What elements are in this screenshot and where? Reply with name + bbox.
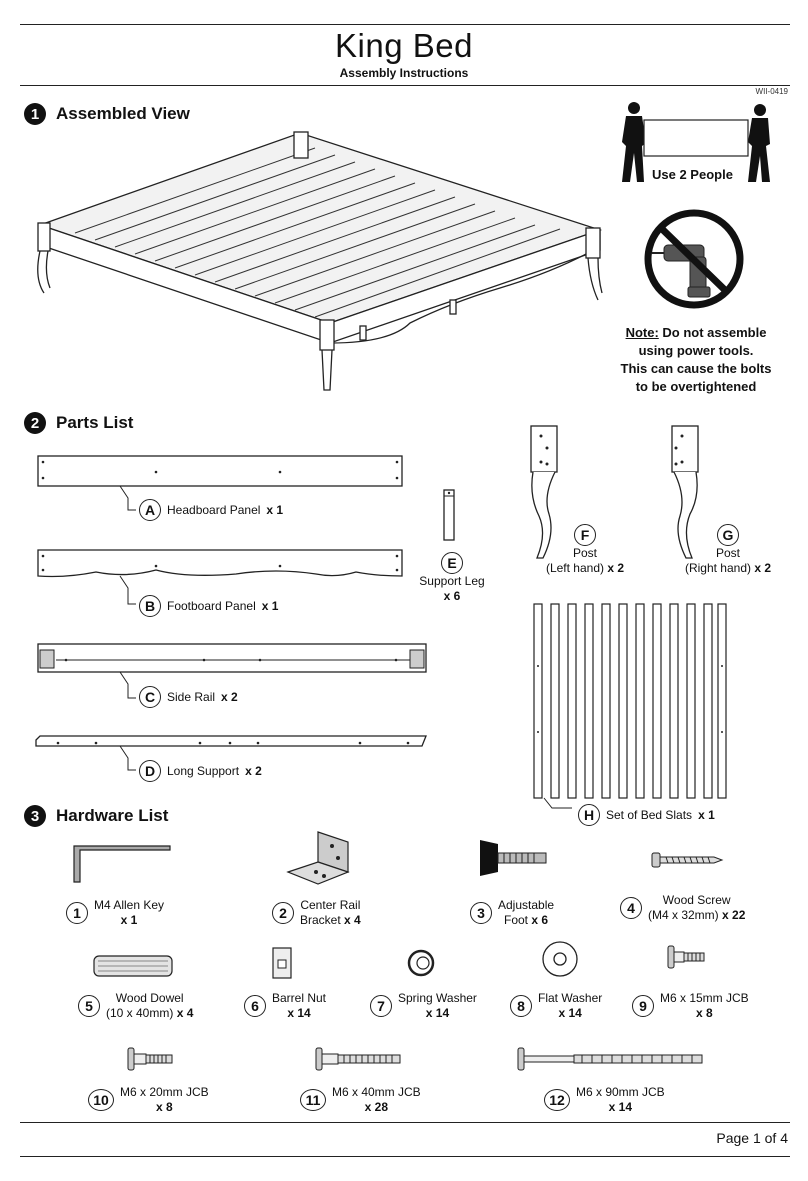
bolt-m6x20-icon xyxy=(126,1046,178,1072)
barrel-nut-icon xyxy=(270,946,294,980)
header-rule xyxy=(20,85,790,86)
footer-rule-top xyxy=(20,1122,790,1123)
wood-dowel-icon xyxy=(92,953,176,979)
no-power-tools-icon xyxy=(638,207,750,311)
part-h-letter: H xyxy=(578,804,600,826)
part-d-qty: x 2 xyxy=(245,764,262,778)
hardware-4-number: 4 xyxy=(620,897,642,919)
part-g-label xyxy=(672,524,784,576)
part-h-name: Set of Bed Slats xyxy=(606,808,693,822)
spring-washer-icon xyxy=(406,948,436,978)
document-id: WII-0419 xyxy=(755,87,788,96)
page-subtitle: Assembly Instructions xyxy=(339,66,469,80)
hardware-7-qty: x 14 xyxy=(425,1006,450,1020)
hardware-2-name2: Bracket xyxy=(300,913,341,927)
note-label: Note: xyxy=(625,325,659,340)
page-number: Page 1 of 4 xyxy=(716,1130,788,1146)
hardware-12-qty: x 14 xyxy=(608,1100,633,1114)
hardware-10-number: 10 xyxy=(88,1089,114,1111)
part-a-letter: A xyxy=(139,499,161,521)
hardware-2-qty: x 4 xyxy=(344,913,361,927)
part-g-qty: x 2 xyxy=(754,561,772,575)
part-f-name: Post xyxy=(572,546,597,560)
hardware-1-qty: x 1 xyxy=(120,913,138,927)
hardware-8-number: 8 xyxy=(510,995,532,1017)
hardware-8-label xyxy=(510,991,602,1021)
section-title: Parts List xyxy=(56,413,134,432)
hardware-6-name: Barrel Nut xyxy=(272,991,327,1005)
hardware-3-qty: x 6 xyxy=(531,913,549,927)
part-g-name2: (Right hand) xyxy=(684,561,751,575)
part-b-letter: B xyxy=(139,595,161,617)
part-f-qty: x 2 xyxy=(607,561,625,575)
part-e-label xyxy=(412,552,492,604)
adjustable-foot-icon xyxy=(478,838,552,878)
part-e-letter: E xyxy=(441,552,463,574)
top-rule xyxy=(20,24,790,25)
hardware-8-qty: x 14 xyxy=(558,1006,582,1020)
part-b-qty: x 1 xyxy=(261,599,279,613)
hardware-6-qty: x 14 xyxy=(287,1006,311,1020)
section-parts-list xyxy=(24,412,133,434)
part-a-label xyxy=(139,499,283,521)
part-e-qty: x 6 xyxy=(443,589,461,603)
hardware-5-label xyxy=(78,991,193,1021)
section-title: Assembled View xyxy=(56,104,190,123)
note-line-2: using power tools. xyxy=(638,343,754,358)
section-number: 1 xyxy=(24,103,46,125)
part-d-letter: D xyxy=(139,760,161,782)
hardware-11-label xyxy=(300,1085,421,1115)
part-d-name: Long Support xyxy=(167,764,240,778)
part-h-qty: x 1 xyxy=(698,808,715,822)
part-b-name: Footboard Panel xyxy=(167,599,256,613)
wood-screw-icon xyxy=(650,850,724,872)
hardware-12-label xyxy=(544,1085,665,1115)
hardware-12-number: 12 xyxy=(544,1089,570,1111)
allen-key-icon xyxy=(70,840,175,886)
hardware-7-number: 7 xyxy=(370,995,392,1017)
part-g-letter: G xyxy=(717,524,739,546)
part-f-name2: (Left hand) xyxy=(545,561,604,575)
hardware-11-name: M6 x 40mm JCB xyxy=(332,1085,421,1099)
part-a-name: Headboard Panel xyxy=(167,503,261,517)
part-c-name: Side Rail xyxy=(167,690,216,704)
footer-rule-bottom xyxy=(20,1156,790,1157)
part-g-name: Post xyxy=(715,546,740,560)
hardware-7-label xyxy=(370,991,477,1021)
hardware-1-label xyxy=(66,898,164,928)
part-b-label xyxy=(139,595,278,617)
note-line-1: Do not assemble xyxy=(658,325,767,340)
hardware-11-number: 11 xyxy=(300,1089,326,1111)
part-f-label xyxy=(530,524,640,576)
hardware-3-label xyxy=(470,898,554,928)
center-rail-bracket-icon xyxy=(286,828,352,888)
power-tools-note xyxy=(606,324,786,396)
hardware-9-label xyxy=(632,991,749,1021)
hardware-6-number: 6 xyxy=(244,995,266,1017)
part-e-name: Support Leg xyxy=(419,574,485,588)
assembled-bed-illustration xyxy=(30,128,610,398)
hardware-11-qty: x 28 xyxy=(364,1100,389,1114)
hardware-7-name: Spring Washer xyxy=(398,991,477,1005)
section-hardware-list xyxy=(24,805,168,827)
bolt-m6x90-icon xyxy=(516,1046,706,1072)
two-people-label: Use 2 People xyxy=(652,167,733,182)
bed-slats-drawing xyxy=(532,602,732,802)
hardware-10-qty: x 8 xyxy=(156,1100,173,1114)
hardware-3-name2: Foot xyxy=(504,913,529,927)
part-d-label xyxy=(139,760,262,782)
page-title: King Bed xyxy=(335,27,473,64)
hardware-10-name: M6 x 20mm JCB xyxy=(120,1085,209,1099)
hardware-4-name: Wood Screw xyxy=(662,893,731,907)
part-h-label xyxy=(578,804,715,826)
hardware-9-name: M6 x 15mm JCB xyxy=(660,991,749,1005)
hardware-5-number: 5 xyxy=(78,995,100,1017)
hardware-1-number: 1 xyxy=(66,902,88,924)
section-number: 2 xyxy=(24,412,46,434)
hardware-8-name: Flat Washer xyxy=(538,991,603,1005)
hardware-10-label xyxy=(88,1085,209,1115)
part-f-letter: F xyxy=(574,524,596,546)
section-title: Hardware List xyxy=(56,806,169,825)
hardware-4-qty: x 22 xyxy=(722,908,746,922)
bolt-m6x40-icon xyxy=(314,1046,404,1072)
section-number: 3 xyxy=(24,805,46,827)
section-assembled-view xyxy=(24,103,190,125)
hardware-5-qty: x 4 xyxy=(176,1006,194,1020)
hardware-3-name: Adjustable xyxy=(498,898,555,912)
hardware-9-qty: x 8 xyxy=(696,1006,713,1020)
hardware-9-number: 9 xyxy=(632,995,654,1017)
hardware-4-label xyxy=(620,893,745,923)
note-line-4: to be overtightened xyxy=(635,379,757,394)
hardware-2-number: 2 xyxy=(272,902,294,924)
note-line-3: This can cause the bolts xyxy=(620,361,772,376)
support-leg-drawing xyxy=(440,488,460,544)
hardware-5-name2: (10 x 40mm) xyxy=(106,1006,174,1020)
hardware-2-name: Center Rail xyxy=(300,898,361,912)
hardware-3-number: 3 xyxy=(470,902,492,924)
hardware-5-name: Wood Dowel xyxy=(115,991,184,1005)
flat-washer-icon xyxy=(541,940,579,978)
hardware-1-name: M4 Allen Key xyxy=(94,898,165,912)
hardware-2-label xyxy=(272,898,361,928)
bolt-m6x15-icon xyxy=(666,944,710,970)
hardware-4-name2: (M4 x 32mm) xyxy=(648,908,719,922)
part-a-qty: x 1 xyxy=(266,503,284,517)
part-c-label xyxy=(139,686,238,708)
hardware-12-name: M6 x 90mm JCB xyxy=(576,1085,665,1099)
hardware-6-label xyxy=(244,991,326,1021)
part-c-letter: C xyxy=(139,686,161,708)
part-c-qty: x 2 xyxy=(221,690,238,704)
